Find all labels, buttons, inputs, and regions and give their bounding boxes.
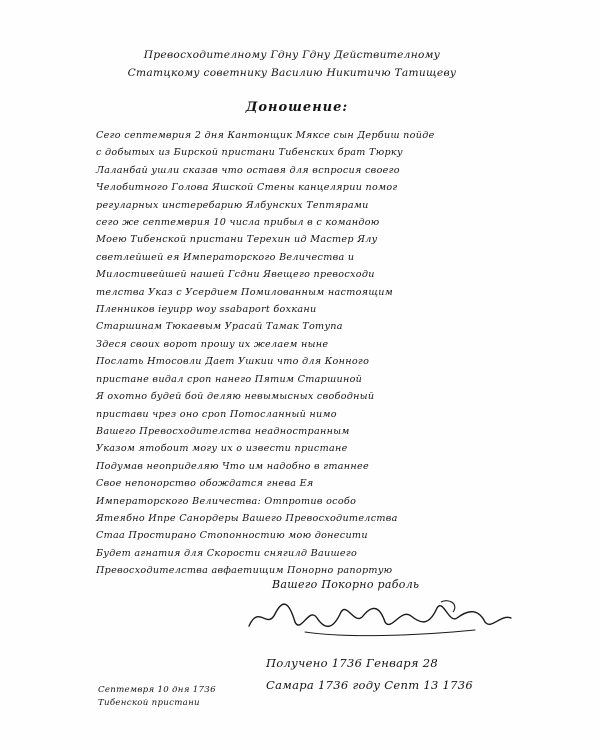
body-line: с добытых из Бирской пристани Тибенских брат Тюрку bbox=[96, 147, 403, 159]
body-line: Императорского Величества: Отпротив особо bbox=[96, 495, 357, 507]
body-line: Челобитного Голова Яшской Стены канцелярии помог bbox=[96, 182, 398, 194]
body-line: Здеся своих ворот прошу их желаем ныне bbox=[96, 338, 329, 350]
report-body bbox=[96, 127, 526, 580]
header-line-1: Превосходителному Гдну Гдну Действителному bbox=[143, 49, 441, 61]
body-line: Лаланбай ушли сказав что оставя для вспросия своего bbox=[96, 164, 400, 176]
body-line: Вашего Превосходителства неадностранным bbox=[96, 425, 350, 437]
body-line: Свое непонорство обождатся гнева Ея bbox=[96, 478, 314, 490]
receipt-line-1: Получено 1736 Генваря 28 bbox=[266, 656, 438, 670]
body-line: пристави чрез оно сроп Потосланный нимо bbox=[96, 408, 337, 420]
receipt-line-2: Самара 1736 году Септ 13 1736 bbox=[266, 678, 474, 692]
document-title: Доношение: bbox=[245, 100, 349, 115]
body-line: Будет агнатия для Скорости снягилд Ваишего bbox=[96, 547, 358, 559]
body-line: сего же септемврия 10 числа прибыл в с командою bbox=[96, 217, 380, 229]
signature bbox=[245, 596, 515, 640]
manuscript-sheet bbox=[62, 30, 532, 720]
signature-flourish bbox=[245, 596, 515, 640]
body-line: телства Указ с Усердием Помилованным настоящим bbox=[96, 286, 393, 298]
note-line-2: Тибенской пристани bbox=[98, 698, 200, 708]
body-line: Пленников ieyupp woy ssabaport бохкани bbox=[96, 304, 317, 316]
body-line: пристане видал сроп нанего Пятим Старшиной bbox=[96, 373, 363, 385]
body-line: Указом ятобоит могу их о извести пристане bbox=[96, 443, 348, 455]
body-line: Подумав неоприделяю Что им надобно в гтаннее bbox=[96, 460, 369, 472]
body-line: Старшинам Тюкаевым Урасай Тамак Тотупа bbox=[96, 321, 343, 333]
body-line: Превосходителства авфаетищим Понорно рапортую bbox=[96, 565, 393, 577]
address-header bbox=[72, 46, 512, 82]
closing-formula: Вашего Покорно раболь bbox=[272, 578, 420, 591]
note-line-1: Септемвря 10 дня 1736 bbox=[98, 685, 216, 695]
body-line: светлейшей ея Императорского Величества и bbox=[96, 251, 355, 263]
body-line: Моею Тибенской пристани Терехин ид Мастер Ялу bbox=[96, 234, 378, 246]
body-line: Послать Нтосовли Дает Ушкии что для Конного bbox=[96, 356, 370, 368]
body-line: Милостивейшей нашей Гсдни Явещего превосходи bbox=[96, 269, 375, 281]
body-line: Я охотно будей бой деляю невымысных свободный bbox=[96, 391, 375, 403]
header-line-2: Статцкому советнику Василию Никитичю Татищеву bbox=[127, 67, 457, 79]
body-line: Ятеябно Ипре Санордеры Вашего Превосходителства bbox=[96, 512, 398, 524]
body-line: регуларных инстеребарию Ялбунских Тептярами bbox=[96, 199, 369, 211]
receipt-note bbox=[266, 652, 536, 696]
date-place-note bbox=[98, 684, 268, 710]
body-line: Сего септемврия 2 дня Кантонщик Мяксе сын Дербиш пойде bbox=[96, 130, 435, 141]
body-line: Стаа Простирано Стопонностию мою донесити bbox=[96, 530, 368, 542]
